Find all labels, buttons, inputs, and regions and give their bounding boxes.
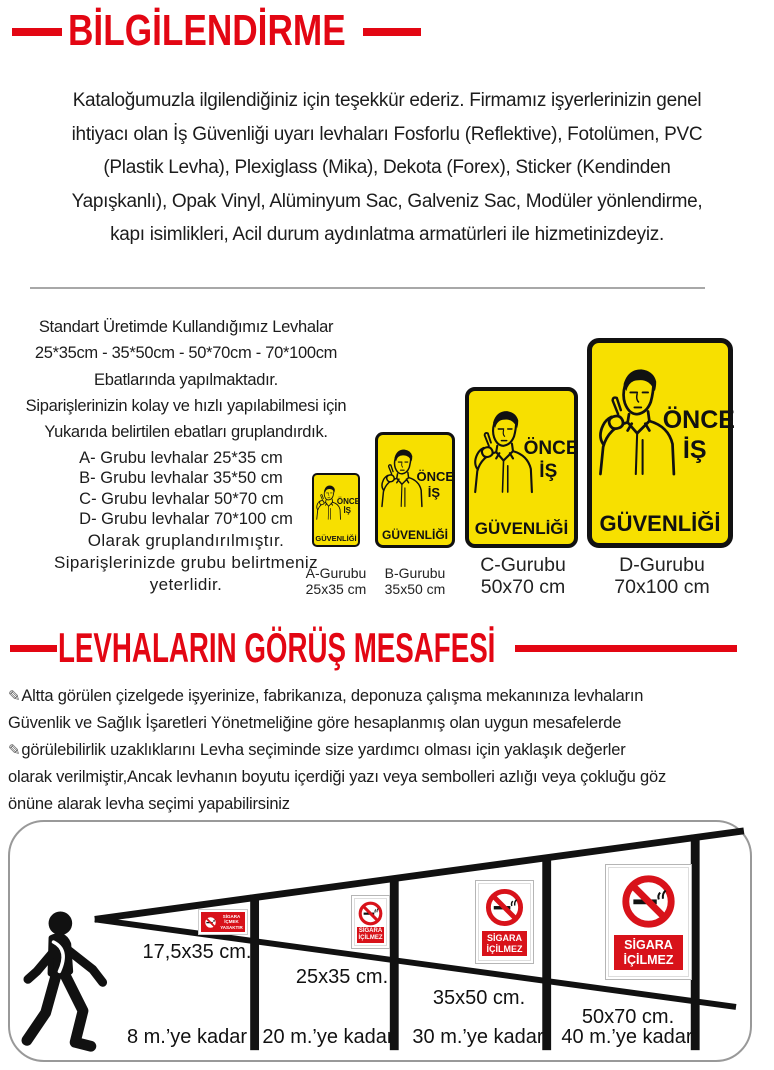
standard-sizes-text bbox=[0, 314, 372, 445]
safety-sign-group-b bbox=[375, 432, 455, 548]
no-smoking-text: SİGARA İÇİLMEZ bbox=[614, 935, 684, 970]
group-b-label: B-Gurubu 35x50 cm bbox=[384, 565, 446, 597]
group-list-item: D- Grubu levhalar 70*100 cm bbox=[79, 510, 293, 529]
distance-line: ✎görülebilirlik uzaklıklarını Levha seçiminde size yardımcı olması için yaklaşık değerler bbox=[8, 741, 626, 759]
sign-text-bottom: GÜVENLİĞİ bbox=[315, 533, 357, 543]
pencil-icon: ✎ bbox=[8, 688, 21, 705]
group-list-item: A- Grubu levhalar 25*35 cm bbox=[79, 449, 283, 467]
no-smoking-sign-35x50 bbox=[475, 880, 534, 964]
distance-line: olarak verilmiştir,Ancak levhanın boyutu içerdiği yazı veya sembolleri azlığı veya çokluğu göz bbox=[8, 768, 667, 786]
sizes-line: 25*35cm - 35*50cm - 50*70cm - 70*100cm bbox=[34, 344, 338, 363]
size-label-2: 25x35 cm. bbox=[295, 966, 389, 988]
distance-label-1: 8 m.’ye kadar bbox=[126, 1026, 248, 1048]
sign-text-bottom: GÜVENLİĞİ bbox=[599, 511, 721, 536]
safety-sign-group-c bbox=[465, 387, 578, 548]
no-smoking-sign-50x70 bbox=[605, 864, 692, 980]
header2-right-dash bbox=[515, 645, 737, 652]
walking-person-icon bbox=[27, 911, 103, 1046]
no-smoking-icon bbox=[621, 874, 676, 929]
header2-left-dash bbox=[10, 645, 57, 652]
sign-text-bottom: GÜVENLİĞİ bbox=[381, 527, 448, 542]
distance-diagram bbox=[8, 820, 752, 1062]
section-divider bbox=[30, 287, 705, 289]
distance-label-2: 20 m.’ye kadar bbox=[262, 1026, 394, 1048]
no-smoking-icon bbox=[358, 901, 383, 926]
pencil-icon: ✎ bbox=[8, 742, 21, 759]
ordering-note-line: Siparişlerinizde grubu belirtmeniz bbox=[54, 553, 318, 572]
sizes-line: Siparişlerinizin kolay ve hızlı yapılabilmesi için bbox=[25, 396, 347, 415]
sizes-line: Standart Üretimde Kullandığımız Levhalar bbox=[38, 318, 334, 336]
size-label-1: 17,5x35 cm. bbox=[142, 941, 252, 963]
sign-text-top: ÖNCE İŞ bbox=[662, 406, 735, 464]
header1-right-dash bbox=[363, 28, 421, 36]
no-smoking-text: SİGARA İÇMEK YASAKTIR bbox=[220, 913, 243, 930]
sizes-line: Ebatlarında yapılmaktadır. bbox=[94, 370, 278, 389]
intro-line: Yapışkanlı), Opak Vinyl, Alüminyum Sac, Galveniz Sac, Modüler yönlendirme, bbox=[71, 190, 703, 212]
intro-line: kapı isimlikleri, Acil durum aydınlatma armatürleri ile hizmetinizdeyiz. bbox=[110, 224, 664, 245]
sign-text-top: ÖNCE İŞ bbox=[336, 496, 361, 516]
safety-sign-group-a bbox=[312, 473, 360, 547]
header1-left-dash bbox=[12, 28, 62, 36]
intro-paragraph bbox=[0, 84, 774, 252]
group-list-item: B- Grubu levhalar 35*50 cm bbox=[79, 469, 283, 488]
distance-paragraph bbox=[8, 683, 770, 818]
distance-line: önüne alarak levha seçimi yapabilirsiniz bbox=[8, 795, 290, 813]
distance-line: Güvenlik ve Sağlık İşaretleri Yönetmeliğine göre hesaplanmış olan uygun mesafelerde bbox=[8, 714, 622, 732]
group-d-label: D-Gurubu 70x100 cm bbox=[614, 554, 710, 598]
no-smoking-sign-17x35 bbox=[199, 910, 247, 934]
page-title-bilgilendirme: BİLGİLENDİRME bbox=[68, 6, 346, 55]
size-label-3: 35x50 cm. bbox=[432, 987, 526, 1009]
distance-label-4: 40 m.’ye kadar bbox=[561, 1026, 693, 1048]
size-label-4: 50x70 cm. bbox=[581, 1006, 675, 1028]
distance-line: ✎Altta görülen çizelgede işyerinize, fabrikanıza, deponuza çalışma mekanınıza levhaların bbox=[8, 687, 644, 705]
intro-line: ihtiyacı olan İş Güvenliği uyarı levhaları Fosforlu (Reflektive), Fotolümen, PVC bbox=[71, 123, 703, 145]
group-a-label: A-Gurubu 25x35 cm bbox=[305, 565, 367, 597]
intro-line: Kataloğumuzla ilgilendiğiniz için teşekkür ederiz. Firmamız işyerlerinizin genel bbox=[72, 90, 702, 111]
sign-text-top: ÖNCE İŞ bbox=[416, 469, 455, 500]
sign-text-top: ÖNCE İŞ bbox=[523, 438, 579, 483]
no-smoking-icon bbox=[203, 915, 218, 930]
sign-text-bottom: GÜVENLİĞİ bbox=[474, 519, 569, 539]
no-smoking-sign-25x35 bbox=[351, 895, 390, 949]
sizes-line: Yukarıda belirtilen ebatları gruplandırdık. bbox=[44, 423, 328, 442]
group-c-label: C-Gurubu 50x70 cm bbox=[480, 554, 566, 598]
distance-label-3: 30 m.’ye kadar bbox=[412, 1026, 544, 1048]
section-title-gorus-mesafesi: LEVHALARIN GÖRÜŞ MESAFESİ bbox=[58, 624, 496, 671]
no-smoking-icon bbox=[485, 888, 524, 927]
safety-sign-group-d bbox=[587, 338, 733, 548]
no-smoking-text: SİGARA İÇİLMEZ bbox=[358, 928, 383, 942]
ordering-note-line: yeterlidir. bbox=[149, 575, 223, 594]
ordering-note-line: Olarak gruplandırılmıştır. bbox=[87, 531, 285, 550]
intro-line: (Plastik Levha), Plexiglass (Mika), Dekota (Forex), Sticker (Kendinden bbox=[103, 157, 671, 178]
no-smoking-text: SİGARA İÇİLMEZ bbox=[482, 931, 527, 956]
group-list-item: C- Grubu levhalar 50*70 cm bbox=[79, 489, 284, 508]
